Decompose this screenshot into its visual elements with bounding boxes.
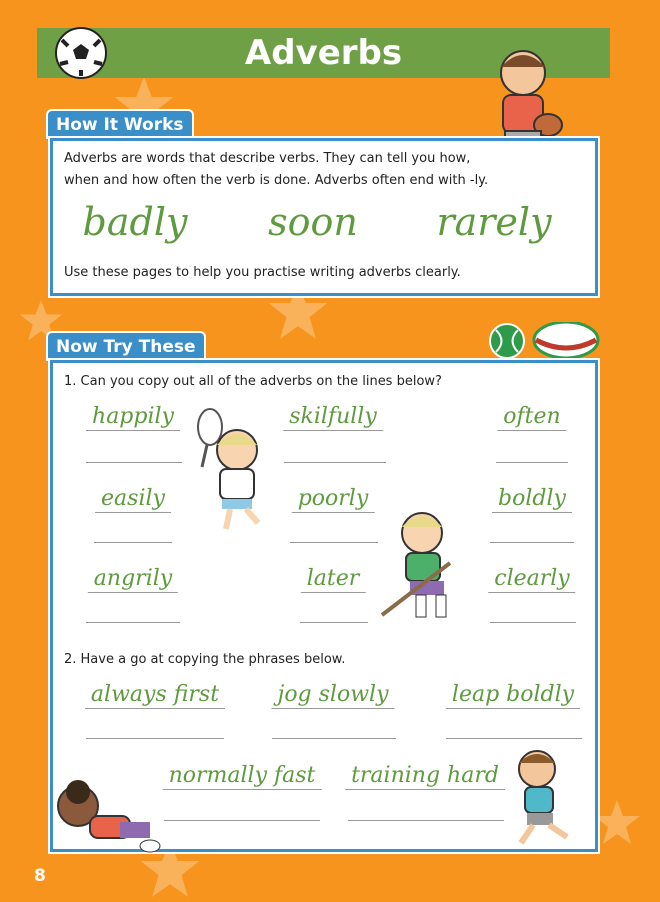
tab-now-try-these: Now Try These bbox=[46, 331, 206, 361]
page-title: Adverbs bbox=[37, 28, 610, 78]
question-1: 1. Can you copy out all of the adverbs on the lines below? bbox=[64, 374, 442, 389]
writing-line[interactable] bbox=[86, 622, 180, 623]
writing-line[interactable] bbox=[86, 738, 224, 739]
adverb-to-copy: angrily bbox=[88, 566, 178, 593]
adverb-to-copy: poorly bbox=[292, 486, 375, 513]
writing-line[interactable] bbox=[300, 622, 368, 623]
example-adverb: soon bbox=[268, 200, 358, 244]
writing-line[interactable] bbox=[290, 542, 378, 543]
example-adverb: badly bbox=[82, 200, 188, 244]
adverb-to-copy: skilfully bbox=[283, 404, 383, 431]
writing-line[interactable] bbox=[490, 542, 574, 543]
page-number: 8 bbox=[34, 866, 46, 886]
soccer-ball-icon bbox=[54, 26, 108, 80]
writing-line[interactable] bbox=[164, 820, 320, 821]
adverb-to-copy: easily bbox=[95, 486, 171, 513]
phrase-to-copy: training hard bbox=[345, 763, 505, 790]
adverb-to-copy: happily bbox=[86, 404, 180, 431]
star-decoration bbox=[592, 798, 642, 848]
question-2: 2. Have a go at copying the phrases below. bbox=[64, 652, 346, 667]
phrase-to-copy: leap boldly bbox=[446, 682, 580, 709]
balls-icon bbox=[488, 322, 600, 362]
writing-line[interactable] bbox=[496, 462, 568, 463]
hockey-player-illustration bbox=[372, 503, 477, 625]
example-adverb: rarely bbox=[436, 200, 552, 244]
writing-line[interactable] bbox=[94, 542, 172, 543]
intro-text: when and how often the verb is done. Adverbs often end with -ly. bbox=[64, 173, 489, 188]
writing-line[interactable] bbox=[446, 738, 582, 739]
footer-text: Use these pages to help you practise writing adverbs clearly. bbox=[64, 265, 461, 280]
adverb-to-copy: often bbox=[497, 404, 566, 431]
adverb-to-copy: boldly bbox=[492, 486, 572, 513]
writing-line[interactable] bbox=[348, 820, 504, 821]
phrase-to-copy: jog slowly bbox=[271, 682, 394, 709]
writing-line[interactable] bbox=[272, 738, 396, 739]
adverb-to-copy: later bbox=[301, 566, 366, 593]
running-child-illustration bbox=[505, 745, 585, 853]
writing-line[interactable] bbox=[490, 622, 576, 623]
resting-child-illustration bbox=[50, 780, 162, 858]
phrase-to-copy: always first bbox=[85, 682, 225, 709]
writing-line[interactable] bbox=[284, 462, 386, 463]
tab-how-it-works: How It Works bbox=[46, 109, 194, 139]
tennis-player-illustration bbox=[192, 405, 277, 540]
writing-line[interactable] bbox=[86, 462, 182, 463]
intro-text: Adverbs are words that describe verbs. They can tell you how, bbox=[64, 151, 471, 166]
adverb-to-copy: clearly bbox=[488, 566, 575, 593]
phrase-to-copy: normally fast bbox=[163, 763, 322, 790]
